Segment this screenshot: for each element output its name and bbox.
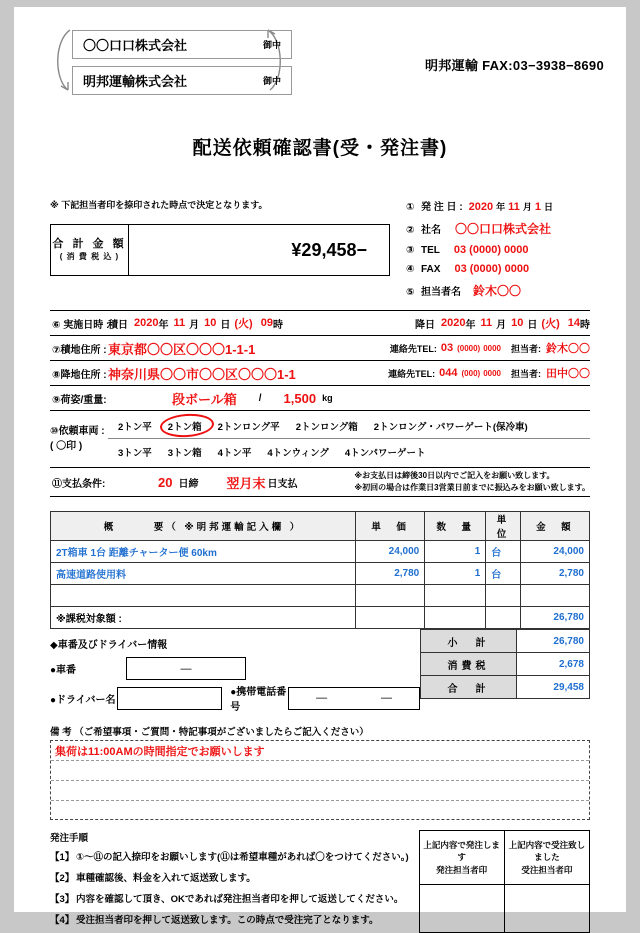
subtotal-value: 26,780 <box>517 630 590 653</box>
orderer-stamp-line2: 発注担当者印 <box>436 864 488 875</box>
destination-tel-mid: (000) <box>461 368 481 378</box>
payment-row-label: ⑪支払条件: <box>52 478 106 490</box>
destination-tel-label: 連絡先TEL: <box>388 368 436 379</box>
col-header-unit-price: 単 価 <box>356 512 425 541</box>
load-time: 09 <box>260 317 273 329</box>
items-table <box>50 511 590 629</box>
origin-row <box>50 336 590 361</box>
procedure-step-key: 【1】 <box>50 852 75 863</box>
stamp-note: ※ 下記担当者印を捺印された時点で決定となります。 <box>50 200 268 210</box>
vehicle-row-label: ⑩依頼車両 : <box>50 426 105 437</box>
load-date-label: 積日 <box>108 319 128 331</box>
total-amount-box <box>50 224 390 276</box>
remarks-heading: 備 考 （ご希望事項・ご質問・特記事項がございましたらご記入ください） <box>50 727 369 738</box>
origin-person-label: 担当者: <box>511 343 541 354</box>
payment-close-unit: 日締 <box>178 478 199 490</box>
grand-total-row <box>421 676 590 699</box>
detail-rows <box>50 310 590 497</box>
order-date-year: 2020 <box>468 201 494 213</box>
item-amount: 2,780 <box>520 563 589 585</box>
item-quantity: 1 <box>425 541 486 563</box>
vehicle-option-3t-flat[interactable]: 3トン平 <box>118 448 152 459</box>
load-date-year-unit: 年 <box>158 319 169 331</box>
plate-field-row <box>50 657 420 680</box>
mobile-input[interactable] <box>288 687 420 710</box>
origin-row-label: ⑦積地住所 : <box>52 344 107 356</box>
plate-input[interactable]: ― <box>126 657 246 680</box>
vehicle-option-2t-box[interactable]: 2トン箱 <box>167 421 202 433</box>
remarks-line-1[interactable]: 集荷は11:00AMの時間指定でお願いします <box>51 741 589 761</box>
load-time-unit: 時 <box>272 319 283 331</box>
load-date-day-unit: 日 <box>220 319 231 331</box>
acceptor-stamp-header <box>504 831 589 885</box>
recipient-client-box <box>72 30 292 59</box>
cargo-weight-unit: kg <box>322 393 333 403</box>
order-contact-label: 担当者名 <box>421 287 461 298</box>
destination-row-label: ⑧降地住所 : <box>52 369 107 381</box>
remarks-box[interactable] <box>50 740 590 820</box>
order-fax-value: 03 (0000) 0000 <box>454 263 530 275</box>
order-tel-row <box>406 244 611 256</box>
order-company-number: ② <box>406 225 415 236</box>
col-header-quantity: 数 量 <box>425 512 486 541</box>
drop-date-month: 11 <box>480 317 493 329</box>
payment-note-2: ※初回の場合は作業日3営業日前までに振込みをお願い致します。 <box>354 483 590 492</box>
payment-term-unit: 日支払 <box>267 478 298 490</box>
tax-label: 消費税 <box>421 653 517 676</box>
col-header-description: 概 要（ ※明邦運輸記入欄 ） <box>51 512 356 541</box>
orderer-stamp-area[interactable] <box>419 885 504 933</box>
order-contact-row <box>406 282 611 299</box>
driver-info-heading: ◆車番及びドライバー情報 <box>50 640 168 651</box>
vehicle-option-2t-long-flat[interactable]: 2トンロング平 <box>217 421 280 433</box>
driver-and-summary <box>50 629 590 716</box>
order-company-value: 〇〇口口株式会社 <box>455 222 552 236</box>
drop-date-year: 2020 <box>441 317 466 329</box>
mobile-value-2: ― <box>381 692 393 704</box>
procedure-list <box>50 830 419 933</box>
item-unit-price: 24,000 <box>356 541 425 563</box>
vehicle-option-2t-long-powergate[interactable]: 2トンロング・パワーゲート(保冷車) <box>373 421 528 433</box>
load-date-year: 2020 <box>134 317 159 329</box>
order-date-month: 11 <box>508 201 520 213</box>
load-date-weekday: (火) <box>234 318 253 330</box>
procedure-heading: 発注手順 <box>50 833 89 844</box>
acceptor-stamp-area[interactable] <box>504 885 589 933</box>
origin-person: 鈴木〇〇 <box>546 343 590 355</box>
procedure-step-text: 受注担当者印を押して返送致します。この時点で受注完了となります。 <box>76 915 379 926</box>
order-company-row <box>406 220 611 237</box>
procedure-step-text: 車種確認後、料金を入れて返送致します。 <box>76 873 256 884</box>
origin-tel-last: 0000 <box>483 343 501 353</box>
procedure-step-text: ①～⑪の記入捺印をお願いします(⑪は希望車種があれば〇をつけてください。) <box>76 852 409 863</box>
schedule-row <box>50 311 590 336</box>
order-contact-number: ⑤ <box>406 287 415 298</box>
footer <box>50 830 590 933</box>
table-row <box>51 541 590 563</box>
item-unit <box>486 585 521 607</box>
mobile-label: ●携帯電話番号 <box>230 687 287 713</box>
taxable-amount-value: 26,780 <box>520 607 589 629</box>
cargo-row-label: ⑨荷姿/重量: <box>52 394 107 406</box>
destination-tel-last: 0000 <box>483 368 501 378</box>
item-quantity <box>425 585 486 607</box>
stamp-header-row <box>419 831 589 885</box>
driver-name-input[interactable] <box>117 687 223 710</box>
origin-tel-area: 03 <box>440 342 454 354</box>
recipient-carrier-name: 明邦運輸株式会社 <box>83 74 188 89</box>
cargo-row <box>50 386 590 411</box>
vehicle-option-2t-flat[interactable]: 2トン平 <box>118 421 152 433</box>
origin-address: 東京都〇〇区〇〇〇1-1-1 <box>108 341 256 357</box>
item-amount <box>520 585 589 607</box>
order-date-day-unit: 日 <box>543 202 553 212</box>
tax-value: 2,678 <box>517 653 590 676</box>
total-label-line2: ( 消 費 税 込 ) <box>59 252 120 262</box>
table-row <box>51 563 590 585</box>
document-header <box>14 7 626 115</box>
orderer-stamp-header <box>419 831 504 885</box>
vehicle-option-4t-flat[interactable]: 4トン平 <box>217 448 252 459</box>
orderer-stamp-line1: 上記内容で発注します <box>423 840 500 863</box>
order-info-zone <box>14 198 626 310</box>
carrier-fax-line: 明邦運輸 FAX:03−3938−8690 <box>424 58 604 73</box>
order-tel-number: ③ <box>406 245 415 256</box>
procedure-step <box>50 912 419 926</box>
destination-tel-area: 044 <box>439 367 458 379</box>
cargo-separator: / <box>258 392 262 404</box>
drop-date-day-unit: 日 <box>527 319 538 331</box>
recipient-carrier-honorific: 御中 <box>262 76 281 86</box>
document-page <box>14 7 626 926</box>
item-amount: 24,000 <box>520 541 589 563</box>
vehicle-row-sublabel: ( 〇印 ) <box>50 441 83 452</box>
mobile-value-1: ― <box>316 692 328 704</box>
order-fax-number: ④ <box>406 264 415 275</box>
item-unit-price <box>356 585 425 607</box>
procedure-step-key: 【3】 <box>50 894 75 905</box>
order-date-day: 1 <box>534 201 541 213</box>
col-header-amount: 金 額 <box>520 512 589 541</box>
order-fax-row <box>406 263 611 275</box>
col-header-unit: 単 位 <box>486 512 521 541</box>
order-date-label: 発 注 日 : <box>421 202 463 213</box>
recipient-carrier-box <box>72 66 292 95</box>
cargo-weight: 1,500 <box>283 390 317 406</box>
origin-tel-label: 連絡先TEL: <box>389 343 437 354</box>
recipient-client-name: 〇〇口口株式会社 <box>83 38 188 53</box>
cargo-kind: 段ボール箱 <box>172 391 237 407</box>
vehicle-options-row-2 <box>108 439 590 465</box>
destination-person-label: 担当者: <box>511 368 541 379</box>
payment-close-day: 20 <box>158 474 173 490</box>
item-description <box>51 585 356 607</box>
stamp-boxes <box>419 830 590 933</box>
load-date-month-unit: 月 <box>189 319 200 331</box>
page-title: 配送依頼確認書(受・発注書) <box>192 138 448 159</box>
remarks-line-4[interactable] <box>51 801 589 821</box>
destination-address: 神奈川県〇〇市〇〇区〇〇〇1-1 <box>108 366 296 382</box>
acceptor-stamp-line1: 上記内容で受注致しました <box>508 840 586 863</box>
procedure-step <box>50 891 419 905</box>
order-tel-value: 03 (0000) 0000 <box>453 244 529 256</box>
subtotal-row <box>421 630 590 653</box>
taxable-amount-row <box>51 607 590 629</box>
total-amount-value: ¥29,458− <box>291 239 367 260</box>
vehicle-option-4t-powergate[interactable]: 4トンパワーゲート <box>344 448 426 459</box>
load-date-day: 10 <box>204 317 217 329</box>
item-unit: 台 <box>486 563 521 585</box>
order-date-year-unit: 年 <box>496 202 506 212</box>
acceptor-stamp-line2: 受注担当者印 <box>521 864 573 875</box>
drop-time-unit: 時 <box>580 319 590 331</box>
taxable-amount-label: ※課税対象額 : <box>51 607 356 629</box>
drop-date-month-unit: 月 <box>496 319 507 331</box>
stamp-blank-row <box>419 885 589 933</box>
subtotal-label: 小 計 <box>421 630 517 653</box>
driver-info <box>50 629 420 716</box>
item-unit-price: 2,780 <box>356 563 425 585</box>
procedure-step-text: 内容を確認して頂き、OKであれば発注担当者印を押して返送してください。 <box>76 894 404 905</box>
order-date-number: ① <box>406 202 415 213</box>
remarks-line-3[interactable] <box>51 781 589 801</box>
order-tel-label: TEL <box>421 245 440 256</box>
remarks-line-2[interactable] <box>51 761 589 781</box>
tax-row <box>421 653 590 676</box>
plate-label: ●車番 <box>50 665 77 676</box>
order-date-month-unit: 月 <box>522 202 532 212</box>
grand-total-label: 合 計 <box>421 676 517 699</box>
order-fax-label: FAX <box>421 264 441 275</box>
procedure-step-key: 【2】 <box>50 873 75 884</box>
order-date-row <box>406 198 611 213</box>
procedure-step <box>50 870 419 884</box>
driver-name-label: ●ドライバー名 <box>50 694 116 706</box>
procedure-step <box>50 849 419 863</box>
payment-term: 翌月末 <box>226 475 266 491</box>
item-description: 高速道路使用料 <box>51 563 356 585</box>
destination-row <box>50 361 590 386</box>
order-contact-value: 鈴木〇〇 <box>473 284 522 298</box>
driver-name-field-row <box>50 683 420 713</box>
payment-note-1: ※お支払日は締後30日以内でご記入をお願い致します。 <box>354 471 555 480</box>
items-table-header-row <box>51 512 590 541</box>
total-label-line1: 合 計 金 額 <box>52 238 127 251</box>
order-info-list <box>406 198 611 306</box>
origin-tel-mid: (0000) <box>457 343 481 353</box>
drop-date-label: 降日 <box>415 319 436 331</box>
order-company-label: 社名 <box>421 225 441 236</box>
vehicle-option-3t-box[interactable]: 3トン箱 <box>167 448 202 459</box>
summary-table <box>420 629 590 699</box>
table-row <box>51 585 590 607</box>
recipient-client-honorific: 御中 <box>262 40 281 50</box>
load-date-month: 11 <box>173 317 186 329</box>
item-unit: 台 <box>486 541 521 563</box>
drop-date-day: 10 <box>511 317 524 329</box>
vehicle-row <box>50 411 590 468</box>
grand-total-value: 29,458 <box>517 676 590 699</box>
drop-date-year-unit: 年 <box>465 319 476 331</box>
drop-date-weekday: (火) <box>541 318 560 330</box>
payment-row <box>50 468 590 497</box>
recipient-boxes <box>72 30 292 102</box>
arrow-left-icon <box>48 27 74 93</box>
drop-time: 14 <box>567 317 580 329</box>
total-amount-label <box>51 225 129 275</box>
procedure-step-key: 【4】 <box>50 915 75 926</box>
item-quantity: 1 <box>425 563 486 585</box>
vehicle-option-4t-wing[interactable]: 4トンウィング <box>267 448 329 459</box>
item-description: 2T箱車 1台 距離チャーター便 60km <box>51 541 356 563</box>
vehicle-option-2t-long-box[interactable]: 2トンロング箱 <box>295 421 358 433</box>
destination-person: 田中〇〇 <box>546 368 590 380</box>
schedule-row-label: ⑥ 実施日時 : <box>52 319 110 331</box>
